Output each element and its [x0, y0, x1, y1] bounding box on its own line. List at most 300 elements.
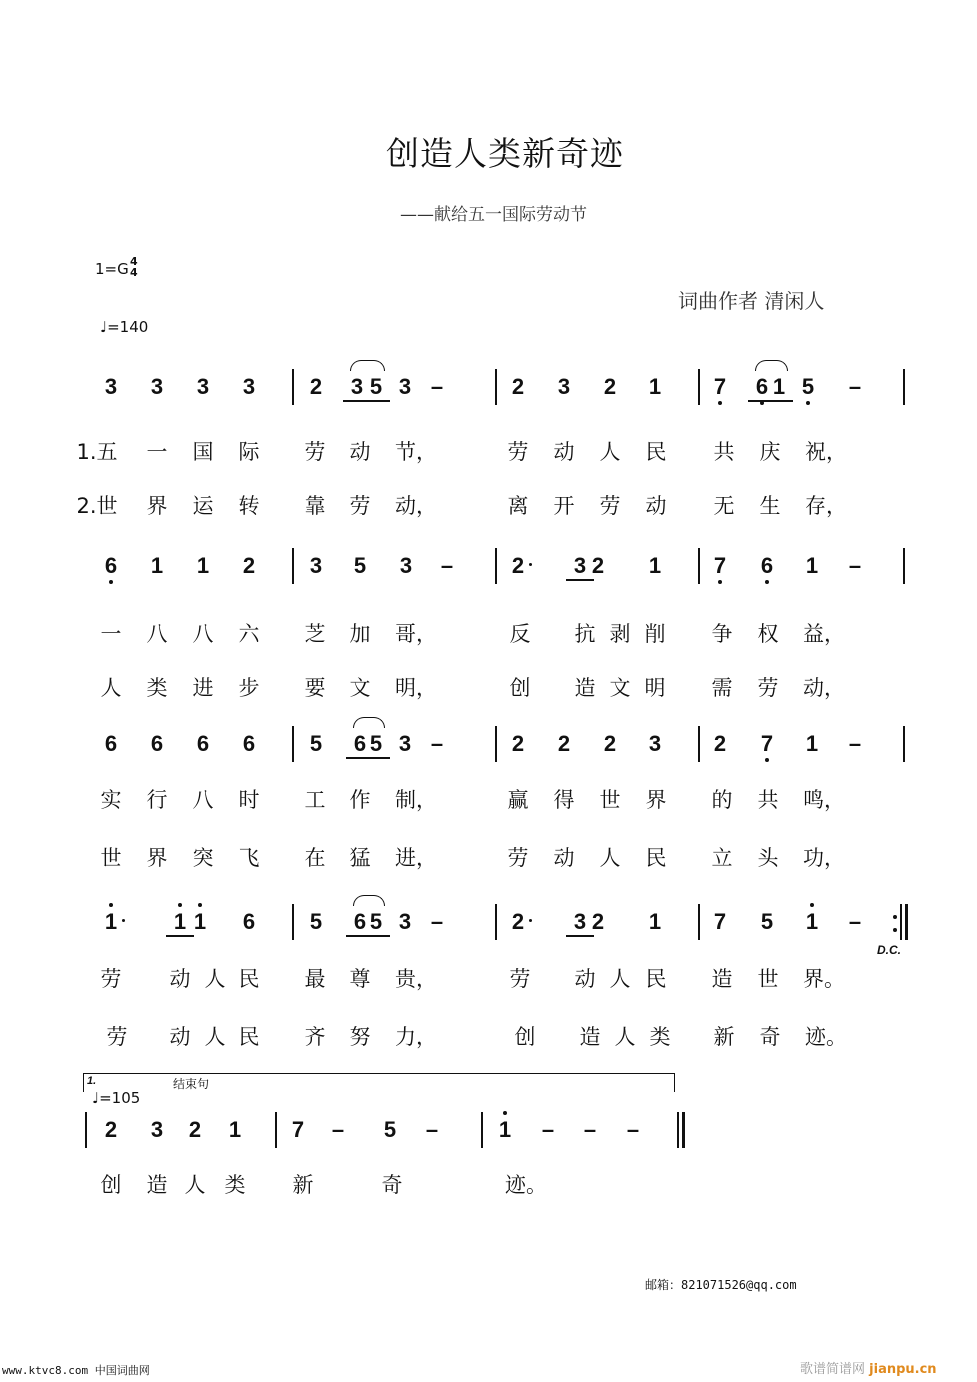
note-digit: 3: [573, 553, 587, 578]
octave-dot-below: [718, 401, 722, 405]
note-digit: 6: [242, 909, 256, 934]
note: [100, 909, 122, 935]
lyric-syllable: 奇: [381, 1173, 403, 1197]
note-digit: 1: [193, 909, 207, 934]
lyric-syllable: 2.世: [76, 494, 118, 518]
note-digit: –: [626, 1117, 640, 1142]
lyric-syllable: 作: [349, 788, 371, 812]
eighth-underline: [362, 757, 390, 759]
note-digit: –: [440, 553, 454, 578]
time-sig-bottom: 4: [130, 266, 138, 279]
lyric-syllable: 创: [100, 1173, 122, 1197]
lyric-syllable: 无: [713, 494, 735, 518]
lyric-syllable: 贵，: [395, 967, 437, 991]
subtitle: ——献给五一国际劳动节: [400, 205, 587, 225]
lyric-syllable: 迹。: [505, 1173, 547, 1197]
ending-tempo-value: =105: [99, 1089, 141, 1107]
quarter-note-icon: ♩: [92, 1089, 100, 1107]
octave-dot-below: [109, 580, 113, 584]
volta-number: 1.: [87, 1075, 97, 1087]
note: [365, 909, 387, 935]
eighth-underline: [765, 400, 793, 402]
note-digit: 1: [104, 909, 118, 934]
lyric-syllable: 类: [146, 676, 168, 700]
lyric-syllable: 在: [304, 846, 326, 870]
lyric-syllable: 节，: [395, 440, 437, 464]
note: [709, 909, 731, 935]
note-digit: 3: [399, 553, 413, 578]
note-digit: 3: [350, 374, 364, 399]
note: [184, 1117, 206, 1143]
lyric-syllable: 世: [599, 788, 621, 812]
note-digit: 1: [805, 731, 819, 756]
note: [709, 731, 731, 757]
octave-dot-below: [765, 758, 769, 762]
note: [394, 731, 416, 757]
note-digit: –: [848, 553, 862, 578]
lyric-syllable: 奇: [759, 1025, 781, 1049]
note-digit: 3: [573, 909, 587, 934]
note: [238, 909, 260, 935]
watermark-en: jianpu.cn: [869, 1362, 937, 1377]
lyric-syllable: 时: [238, 788, 260, 812]
lyric-syllable: 离: [507, 494, 529, 518]
lyric-syllable: 争: [711, 622, 733, 646]
note: [169, 909, 191, 935]
note-digit: 2: [713, 731, 727, 756]
note-digit: 3: [196, 374, 210, 399]
note-digit: 1: [173, 909, 187, 934]
lyric-syllable: 人: [599, 846, 621, 870]
note-digit: 7: [760, 731, 774, 756]
note-digit: 2: [511, 731, 525, 756]
octave-dot-above: [109, 903, 113, 907]
lyric-syllable: 人: [614, 1025, 636, 1049]
note: [644, 553, 666, 579]
barline: [903, 726, 905, 762]
lyric-syllable: 制，: [395, 788, 437, 812]
octave-dot-below: [765, 580, 769, 584]
lyric-syllable: 民: [238, 1025, 260, 1049]
note: [146, 374, 168, 400]
lyric-syllable: 际: [238, 440, 260, 464]
lyric-syllable: 界。: [803, 967, 845, 991]
lyric-syllable: 最: [304, 967, 326, 991]
ending-label: 结束句: [173, 1077, 210, 1091]
note-digit: 2: [603, 731, 617, 756]
slur: [755, 360, 788, 371]
barline: [292, 369, 294, 405]
note: [305, 909, 327, 935]
lyric-syllable: 新: [292, 1173, 314, 1197]
note-digit: –: [430, 731, 444, 756]
lyric-syllable: 生: [759, 494, 781, 518]
repeat-dot: [893, 915, 897, 919]
lyric-syllable: 进: [192, 676, 214, 700]
note-digit: –: [430, 374, 444, 399]
lyric-syllable: 文: [349, 676, 371, 700]
dash-sustain: [421, 1117, 443, 1143]
lyric-syllable: 文: [609, 676, 631, 700]
tempo-value: =140: [107, 318, 149, 336]
lyric-syllable: 的: [711, 788, 733, 812]
lyric-syllable: 一: [100, 622, 122, 646]
note: [365, 731, 387, 757]
lyric-syllable: 创: [514, 1025, 536, 1049]
lyric-syllable: 类: [224, 1173, 246, 1197]
note-digit: –: [541, 1117, 555, 1142]
lyric-syllable: 人: [204, 967, 226, 991]
repeat-dot: [893, 928, 897, 932]
lyric-syllable: 猛: [349, 846, 371, 870]
note-digit: 1: [498, 1117, 512, 1142]
dash-sustain: [537, 1117, 559, 1143]
lyric-syllable: 人: [609, 967, 631, 991]
lyric-syllable: 抗: [574, 622, 596, 646]
footer-left-watermark: www.ktvc8.com 中国词曲网: [2, 1364, 150, 1377]
lyric-syllable: 功，: [803, 846, 845, 870]
note-digit: 2: [557, 731, 571, 756]
lyric-syllable: 八: [146, 622, 168, 646]
note: [349, 553, 371, 579]
note: [395, 553, 417, 579]
lyric-syllable: 共: [713, 440, 735, 464]
note: [553, 374, 575, 400]
dash-sustain: [327, 1117, 349, 1143]
augmentation-dot: [529, 919, 532, 922]
note: [238, 553, 260, 579]
lyric-syllable: 益，: [803, 622, 845, 646]
note-digit: 2: [591, 909, 605, 934]
note-digit: 5: [369, 374, 383, 399]
barline: [292, 548, 294, 584]
note-digit: 7: [713, 374, 727, 399]
note: [238, 374, 260, 400]
note-digit: 3: [398, 731, 412, 756]
note-digit: 6: [104, 553, 118, 578]
lyric-syllable: 类: [649, 1025, 671, 1049]
lyric-syllable: 祝，: [805, 440, 847, 464]
dash-sustain: [622, 1117, 644, 1143]
note-digit: –: [425, 1117, 439, 1142]
note-digit: 6: [353, 909, 367, 934]
final-barline: [677, 1112, 679, 1148]
lyric-syllable: 鸣，: [803, 788, 845, 812]
lyric-syllable: 动: [169, 967, 191, 991]
note-digit: 6: [242, 731, 256, 756]
lyric-syllable: 一: [146, 440, 168, 464]
key-signature: 1=G: [95, 260, 129, 278]
octave-dot-below: [718, 580, 722, 584]
lyric-syllable: 哥，: [395, 622, 437, 646]
note-digit: –: [848, 909, 862, 934]
email: 邮箱：821071526@qq.com: [645, 1278, 797, 1292]
eighth-underline: [566, 935, 594, 937]
barline: [495, 726, 497, 762]
dash-sustain: [844, 374, 866, 400]
note-digit: 2: [511, 909, 525, 934]
note: [587, 909, 609, 935]
lyric-syllable: 动: [349, 440, 371, 464]
note: [146, 1117, 168, 1143]
note: [379, 1117, 401, 1143]
note-digit: 5: [353, 553, 367, 578]
note-digit: 3: [309, 553, 323, 578]
note: [756, 553, 778, 579]
barline: [495, 369, 497, 405]
note: [644, 909, 666, 935]
note: [507, 909, 529, 935]
volta-bracket: [83, 1073, 675, 1092]
note-digit: 5: [309, 909, 323, 934]
note-digit: 6: [104, 731, 118, 756]
lyric-syllable: 立: [711, 846, 733, 870]
lyric-syllable: 人: [204, 1025, 226, 1049]
note-digit: 3: [648, 731, 662, 756]
lyric-syllable: 劳: [349, 494, 371, 518]
note-digit: –: [430, 909, 444, 934]
lyric-syllable: 明: [644, 676, 666, 700]
octave-dot-above: [198, 903, 202, 907]
note-digit: 1: [648, 374, 662, 399]
lyric-syllable: 迹。: [805, 1025, 847, 1049]
note: [709, 553, 731, 579]
lyric-syllable: 劳: [509, 967, 531, 991]
time-sig-top: 4: [130, 255, 138, 268]
note: [599, 374, 621, 400]
note-digit: 1: [150, 553, 164, 578]
lyric-syllable: 尊: [349, 967, 371, 991]
note-digit: 1: [772, 374, 786, 399]
lyric-syllable: 创: [509, 676, 531, 700]
lyric-syllable: 造: [711, 967, 733, 991]
lyric-syllable: 得: [553, 788, 575, 812]
barline: [495, 548, 497, 584]
note: [768, 374, 790, 400]
note: [305, 731, 327, 757]
lyric-syllable: 民: [645, 846, 667, 870]
lyric-syllable: 靠: [304, 494, 326, 518]
lyric-syllable: 权: [757, 622, 779, 646]
eighth-underline: [362, 935, 390, 937]
note-digit: 5: [801, 374, 815, 399]
lyric-syllable: 八: [192, 622, 214, 646]
lyric-syllable: 劳: [106, 1025, 128, 1049]
barline: [275, 1112, 277, 1148]
lyric-syllable: 人: [184, 1173, 206, 1197]
note: [709, 374, 731, 400]
note-digit: 2: [511, 374, 525, 399]
lyric-syllable: 实: [100, 788, 122, 812]
note: [644, 731, 666, 757]
note-digit: 3: [398, 374, 412, 399]
lyric-syllable: 六: [238, 622, 260, 646]
lyric-syllable: 劳: [507, 846, 529, 870]
note-digit: –: [583, 1117, 597, 1142]
lyric-syllable: 开: [553, 494, 575, 518]
note: [305, 374, 327, 400]
barline: [698, 726, 700, 762]
repeat-barline: [900, 904, 902, 940]
lyric-syllable: 造: [574, 676, 596, 700]
note: [756, 909, 778, 935]
note-digit: 5: [383, 1117, 397, 1142]
barline: [698, 904, 700, 940]
note: [394, 374, 416, 400]
lyric-syllable: 突: [192, 846, 214, 870]
note: [507, 731, 529, 757]
note-digit: 2: [104, 1117, 118, 1142]
note-digit: 6: [196, 731, 210, 756]
lyric-syllable: 动，: [803, 676, 845, 700]
lyric-syllable: 民: [645, 967, 667, 991]
note-digit: 3: [242, 374, 256, 399]
note-digit: –: [331, 1117, 345, 1142]
lyric-syllable: 劳: [507, 440, 529, 464]
note: [797, 374, 819, 400]
note-digit: 2: [242, 553, 256, 578]
note: [146, 731, 168, 757]
note: [599, 731, 621, 757]
note: [494, 1117, 516, 1143]
lyric-syllable: 民: [645, 440, 667, 464]
eighth-underline: [566, 579, 594, 581]
note-digit: 3: [104, 374, 118, 399]
lyric-syllable: 动: [553, 846, 575, 870]
note-digit: 6: [760, 553, 774, 578]
lyric-syllable: 民: [238, 967, 260, 991]
lyric-syllable: 进，: [395, 846, 437, 870]
note: [189, 909, 211, 935]
note: [287, 1117, 309, 1143]
note-digit: 1: [228, 1117, 242, 1142]
lyric-syllable: 国: [192, 440, 214, 464]
note-digit: 5: [309, 731, 323, 756]
dash-sustain: [579, 1117, 601, 1143]
augmentation-dot: [529, 563, 532, 566]
note: [587, 553, 609, 579]
slur: [350, 360, 385, 371]
note-digit: 2: [511, 553, 525, 578]
lyric-syllable: 存，: [805, 494, 847, 518]
barline: [903, 548, 905, 584]
note: [801, 909, 823, 935]
lyric-syllable: 飞: [238, 846, 260, 870]
dash-sustain: [436, 553, 458, 579]
lyric-syllable: 动，: [395, 494, 437, 518]
lyric-syllable: 动: [553, 440, 575, 464]
lyric-syllable: 劳: [304, 440, 326, 464]
note-digit: 2: [309, 374, 323, 399]
lyric-syllable: 界: [146, 494, 168, 518]
lyric-syllable: 转: [238, 494, 260, 518]
lyric-syllable: 劳: [100, 967, 122, 991]
watermark-cn: 歌谱简谱网: [800, 1362, 866, 1377]
dash-sustain: [844, 909, 866, 935]
lyric-syllable: 工: [304, 788, 326, 812]
octave-dot-above: [810, 903, 814, 907]
note: [305, 553, 327, 579]
note-digit: 7: [713, 909, 727, 934]
repeat-barline: [905, 904, 908, 940]
lyric-syllable: 需: [711, 676, 733, 700]
note: [507, 553, 529, 579]
quarter-note-icon: ♩: [100, 318, 108, 336]
lyric-syllable: 界: [146, 846, 168, 870]
final-barline-thick: [682, 1112, 685, 1148]
augmentation-dot: [122, 919, 125, 922]
note-digit: 1: [648, 553, 662, 578]
note-digit: 2: [591, 553, 605, 578]
note-digit: 3: [150, 1117, 164, 1142]
note: [553, 731, 575, 757]
note-digit: 7: [291, 1117, 305, 1142]
lyric-syllable: 劳: [757, 676, 779, 700]
octave-dot-above: [503, 1111, 507, 1115]
barline: [698, 369, 700, 405]
lyric-syllable: 步: [238, 676, 260, 700]
note: [146, 553, 168, 579]
note-digit: 6: [353, 731, 367, 756]
lyric-syllable: 行: [146, 788, 168, 812]
note-digit: 5: [369, 731, 383, 756]
lyric-syllable: 要: [304, 676, 326, 700]
note-digit: –: [848, 731, 862, 756]
note: [801, 553, 823, 579]
octave-dot-below: [806, 401, 810, 405]
note: [507, 374, 529, 400]
dash-sustain: [426, 731, 448, 757]
lyric-syllable: 明，: [395, 676, 437, 700]
lyric-syllable: 劳: [599, 494, 621, 518]
lyric-syllable: 世: [100, 846, 122, 870]
footer-right-watermark: [800, 1358, 937, 1377]
barline: [292, 904, 294, 940]
eighth-underline: [166, 935, 194, 937]
note: [365, 374, 387, 400]
note-digit: 1: [805, 553, 819, 578]
lyric-syllable: 造: [146, 1173, 168, 1197]
barline: [698, 548, 700, 584]
lyric-syllable: 新: [713, 1025, 735, 1049]
dash-sustain: [844, 731, 866, 757]
lyric-syllable: 加: [349, 622, 371, 646]
note-digit: 6: [150, 731, 164, 756]
lyric-syllable: 齐: [304, 1025, 326, 1049]
note: [192, 731, 214, 757]
note-digit: 3: [557, 374, 571, 399]
dc-marking: D.C.: [877, 943, 901, 957]
slur: [353, 895, 385, 906]
ending-tempo: [92, 1089, 140, 1107]
lyric-syllable: 人: [100, 676, 122, 700]
note: [100, 553, 122, 579]
barline: [481, 1112, 483, 1148]
lyric-syllable: 运: [192, 494, 214, 518]
lyric-syllable: 力，: [395, 1025, 437, 1049]
lyric-syllable: 动: [574, 967, 596, 991]
note: [644, 374, 666, 400]
dash-sustain: [844, 553, 866, 579]
lyric-syllable: 剥: [609, 622, 631, 646]
note: [238, 731, 260, 757]
lyric-syllable: 造: [579, 1025, 601, 1049]
barline: [85, 1112, 87, 1148]
slur: [353, 717, 385, 728]
song-title: 创造人类新奇迹: [386, 134, 624, 173]
lyric-syllable: 削: [644, 622, 666, 646]
note-digit: 3: [398, 909, 412, 934]
